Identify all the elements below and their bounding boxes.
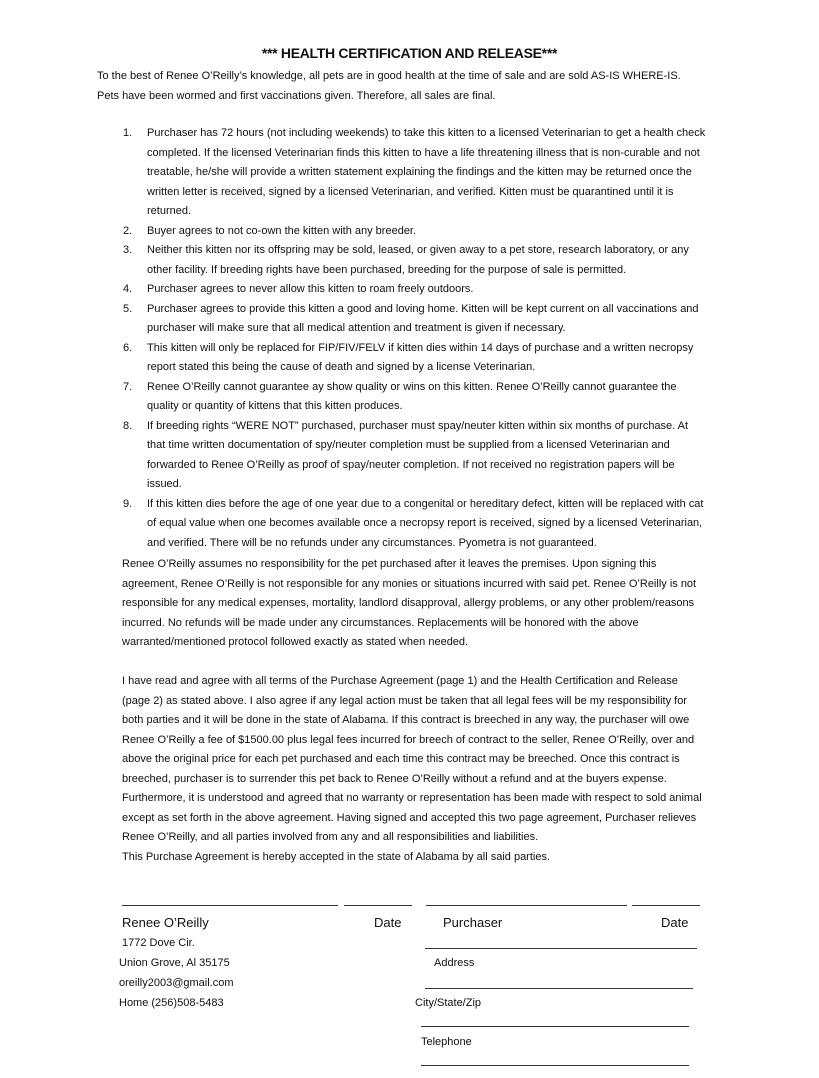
term-item [97,241,709,280]
term-text: If this kitten dies before the age of one year due to a congenital or hereditary defect, kitten will be replaced with cat of equal value when one becomes available once a necropsy report is received, signed by a licensed Veterinarian, and verified. There will be no refunds under any circumstances. Pyometra is not guaranteed. [147,497,704,549]
buyer-city-line [421,1026,689,1027]
buyer-telephone-line [421,1065,689,1066]
seller-name: Renee O’Reilly [122,915,209,930]
buyer-date-line [632,905,700,906]
term-number: 7. [123,380,133,393]
term-item [97,378,709,417]
term-number: 9. [123,497,133,510]
term-item [97,339,709,378]
term-text: This kitten will only be replaced for FIP/FIV/FELV if kitten dies within 14 days of purchase and a written necropsy report stated this being the cause of death and signed by a license Veterinarian. [147,341,694,373]
terms-list [97,124,709,553]
intro-line: To the best of Renee O’Reilly’s knowledge, all pets are in good health at the time of sale and are sold AS-IS WHERE-IS. [97,70,681,82]
term-number: 4. [123,283,133,295]
liability-paragraph: Renee O’Reilly assumes no responsibility for the pet purchased after it leaves the premises. Upon signing this agreement, Renee O’Reilly is not responsible for any monies or situations incurred with said pet. Renee O’Reilly is not responsible for any medical expenses, mortality, landlord disapproval, allergy problems, or any other problem/reasons incurred. No refunds will be made under any circumstances. Replacements will be honored with the above warranted/mentioned protocol followed exactly as stated when needed. [122,558,697,648]
agreement-final: This Purchase Agreement is hereby accepted in the state of Alabama by all said parties. [122,850,551,863]
term-number: 6. [123,341,133,354]
agreement-paragraph [122,672,708,867]
intro-paragraph [97,67,717,106]
term-text: Purchaser agrees to never allow this kitten to roam freely outdoors. [147,283,474,295]
term-text: Neither this kitten nor its offspring may be sold, leased, or given away to a pet store, research laboratory, or any other facility. If breeding rights have been purchased, breeding for the purpose of sale is permitted. [147,244,689,276]
telephone-label: Telephone [421,1036,472,1048]
term-item [97,417,709,495]
term-number: 5. [123,302,133,315]
seller-date-line [344,905,412,906]
term-text: Renee O’Reilly cannot guarantee ay show quality or wins on this kitten. Renee O’Reilly cannot guarantee the quality or quantity of kittens that this kitten produces. [147,380,677,412]
document-title: *** HEALTH CERTIFICATION AND RELEASE*** [261,45,558,61]
buyer-date-label: Date [661,915,689,930]
seller-signature-line [122,905,338,906]
agreement-body: I have read and agree with all terms of the Purchase Agreement (page 1) and the Health Certification and Release (page 2) as stated above. I also agree if any legal action must be taken that all legal fees will be my responsibility for both parties and it will be done in the state of Alabama. If this contract is breeched in any way, the purchaser will owe Renee O’Reilly a fee of $1500.00 plus legal fees incurred for breech of contract to the seller, Renee O’Reilly, over and above the original price for each pet purchased and each time this contract may be breeched. Once this contract is breeched, purchaser is to surrender this pet back to Renee O’Reilly without a refund and at the buyers expense. Furthermore, it is understood and agreed that no warranty or representation has been made with respect to sold animal except as set forth in the above agreement. Having signed and accepted this two page agreement, Purchaser relieves Renee O’Reilly, and all parties involved from any and all responsibilities and liabilities. [122,675,702,843]
seller-city: Union Grove, Al 35175 [119,957,230,969]
purchaser-label: Purchaser [443,915,503,930]
buyer-signature-line [426,905,627,906]
term-number: 3. [123,244,133,256]
seller-address: 1772 Dove Cir. [122,937,195,949]
term-number: 8. [123,419,133,432]
buyer-name-line [425,948,697,949]
city-state-zip-label: City/State/Zip [415,997,482,1009]
term-text: If breeding rights “WERE NOT” purchased, purchaser must spay/neuter kitten within six months of purchase. At that time written documentation of spy/neuter completion must be supplied from a licensed Veterinarian and forwarded to Renee O’Reilly as proof of spay/neuter completion. If not received no registration papers will be issued. [147,419,689,490]
term-item [97,124,709,222]
term-number: 1. [123,127,133,139]
seller-date-label: Date [374,915,402,930]
term-text: Purchaser has 72 hours (not including weekends) to take this kitten to a licensed Veterinarian to get a health check completed. If the licensed Veterinarian finds this kitten to have a life threatening illness that is non-curable and not treatable, he/she will provide a written statement explaining the findings and the kitten may be returned once the written letter is received, signed by a licensed Veterinarian, and verified. Kitten must be quarantined until it is returned. [147,127,706,217]
term-item [97,280,709,300]
address-label: Address [434,957,475,969]
seller-phone: Home (256)508-5483 [119,997,224,1009]
intro-line: Pets have been wormed and first vaccinations given. Therefore, all sales are final. [97,89,496,102]
buyer-address-line [425,988,693,989]
seller-email: oreilly2003@gmail.com [119,977,234,989]
term-item [97,300,709,339]
term-text: Purchaser agrees to provide this kitten a good and loving home. Kitten will be kept current on all vaccinations and purchaser will make sure that all medical attention and treatment is given if necessary. [147,302,699,334]
term-text: Buyer agrees to not co-own the kitten with any breeder. [147,224,417,237]
term-item [97,495,709,554]
term-item [97,222,709,242]
term-number: 2. [123,224,133,237]
